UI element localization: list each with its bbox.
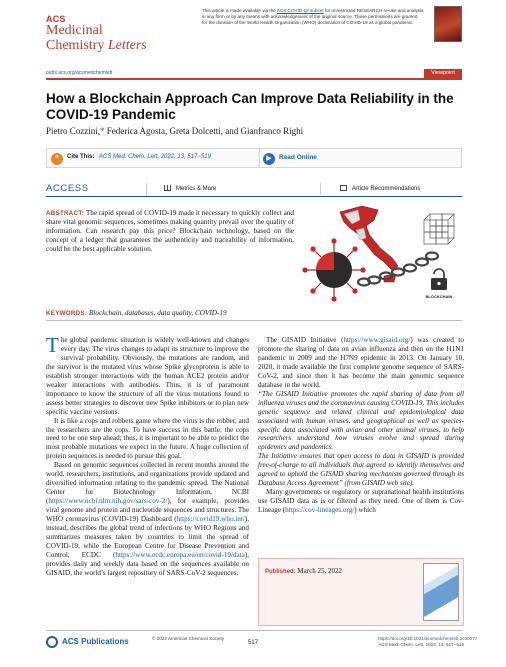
read-online-link[interactable]: Read Online — [279, 154, 317, 161]
access-rule — [46, 196, 462, 197]
footer-journal-ref: ACS Med. Chem. Lett. 2022, 13, 517−519 — [378, 641, 464, 647]
abstract — [46, 209, 294, 254]
acs-logo-icon — [46, 636, 58, 648]
cite-label: Cite This: — [67, 154, 95, 160]
publisher-name[interactable]: ACS Publications — [62, 637, 129, 646]
metrics-link[interactable]: Metrics & More — [164, 185, 216, 192]
cite-bar — [46, 148, 462, 168]
abstract-text: The rapid spread of COVID-19 made it necessary to quickly collect and share vital genomic sequences, sometimes making quantity prevail over the quality of information. Can research pay this price? Blockchain technology, based on the concept of a ledger that guarantees the authenticity and traceability of information, could be the best applicable solution. — [46, 209, 294, 253]
header-rule — [46, 78, 462, 80]
cite-reference-link[interactable]: ACS Med. Chem. Lett. 2022, 13, 517−519 — [99, 154, 211, 160]
keywords-rule — [46, 320, 462, 321]
journal-logo-medicinal: Medicinal — [46, 23, 103, 38]
article-title: How a Blockchain Approach Can Improve Data Reliability in the COVID-19 Pandemic — [46, 91, 454, 122]
keywords-text: Blockchain, databases, data quality, COVID-19 — [87, 309, 227, 317]
published-box — [258, 558, 464, 626]
metrics-icon — [164, 185, 171, 191]
quote-icon: “ — [51, 153, 63, 165]
toc-graphic — [300, 200, 466, 306]
padlock-icon — [431, 269, 447, 290]
journal-issue-cover[interactable] — [423, 563, 459, 621]
body-paragraph: Based on genomic sequences collected in recent months around the world, researchers, institutions, and organizations provide updated and diversified information relating to the pandemic spread. The National Center for Biotechnology Information, NCBI (https://www.ncbi.nlm.nih.gov/sars-cov-2/), for example, provides viral genome and protein and nucleotide sequences and structures. The WHO coronavirus (COVID-19) Dashboard (https://covid19.who.int/), instead, describes the global trend of infections by WHO Regions and summarizes measures taken by countries to limit the spread of COVID-19, while the European Centre for Disease Prevention and Control, ECDC (https://www.ecdc.europa.eu/en/covid-19/data), provides daily and weekly data based on the sequences available on GISAID, the world’s largest repository of SARS-CoV-2 sequences. — [46, 461, 249, 577]
covid-permission-notice: This article is made available via the ACS COVID-19 subset for unrestricted RESEARCH re-use and analysis in any form or by any means with acknowledgement of the original source. These permissions are granted for the duration of the World Health Organization (WHO) declaration of COVID-19 as a global pandemic. — [202, 8, 424, 25]
journal-logo-chemistry: Chemistry Letters — [46, 38, 147, 53]
journal-url[interactable]: pubs.acs.org/acsmedchemlett — [46, 70, 113, 76]
ecdc-link[interactable]: https://www.ecdc.europa.eu/en/covid-19/data — [115, 550, 245, 559]
covid-subset-link[interactable]: ACS COVID-19 subset — [276, 8, 324, 13]
access-row — [46, 183, 462, 197]
access-divider — [146, 183, 147, 195]
keywords-heading: KEYWORDS: — [46, 310, 88, 317]
virus-illustration — [302, 238, 365, 301]
document-icon — [340, 185, 347, 191]
who-dashboard-link[interactable]: https://covid19.who.int/ — [176, 515, 245, 524]
gisaid-link[interactable]: https://www.gisaid.org/ — [343, 336, 411, 344]
keywords — [46, 309, 227, 317]
read-online-icon: ▶ — [263, 153, 275, 165]
access-divider — [320, 183, 321, 195]
author-list: Pietro Cozzini,* Federica Agosta, Greta Dolcetti, and Gianfranco Righi — [46, 126, 304, 136]
body-paragraph: The GISAID Initiative (https://www.gisaid.org/) was created to promote the sharing of data on avian influenza and then on the H1N1 pandemic in 2009 and the H7N9 epidemic in 2013. On January 10, 2020, it made available the first complete genome sequence of SARS-CoV-2, and since then it has become the main genomic sequence database in the world. — [258, 336, 464, 389]
body-column-left — [46, 333, 249, 578]
corresponding-author-mark[interactable]: * — [100, 126, 105, 136]
gisaid-quote: The Initiative ensures that open access to data in GISAID is provided free-of-charge to all individuals that agreed to identify themselves and agreed to uphold the GISAID sharing mechanism governed through its Database Access Agreement” (from GISAID web site). — [258, 452, 464, 488]
page-number: 517 — [248, 640, 259, 646]
journal-cover-thumbnail — [434, 6, 462, 42]
gisaid-quote: “The GISAID Initiative promotes the rapid sharing of data from all influenza viruses and the coronavirus causing COVID-19. This includes genetic sequence and related clinical and epidemiological data associated with human viruses, and geographical as well as species-specific data associated with avian and other animal viruses, to help researchers understand how viruses evolve and spread during epidemics and pandemics. — [258, 389, 464, 452]
drop-cap: T — [46, 333, 59, 357]
doi-link[interactable]: https://doi.org/10.1021/acsmedchemlett.2c00077 — [378, 636, 478, 641]
body-paragraph: Many governments or regulatory or supranational health institutions use GISAID data as is or filtered as they need. One of them is Cov-Lineage (https://cov-lineages.org/) which — [258, 488, 464, 515]
journal-logo — [46, 14, 196, 53]
copyright: © 2022 American Chemical Society — [152, 636, 225, 641]
journal-logo-acs: ACS — [46, 14, 66, 24]
published-date: Published: March 25, 2022 — [265, 567, 342, 575]
blockchain-chain-illustration — [358, 253, 438, 286]
body-paragraph: It is like a cops and robbers game where the virus is the robber, and the researchers are the cops. To have success in this battle, the cops need to be one step ahead; thus, it is important to be able to predict the most probable mutations we expect in the future. A huge collection of protein sequences is needed to pursue this goal. — [46, 416, 249, 461]
data-cube-illustration — [424, 214, 454, 244]
footer-rule — [46, 630, 462, 631]
cov-lineages-link[interactable]: https://cov-lineages.org/ — [285, 506, 355, 515]
footer-doi — [378, 636, 478, 648]
abstract-heading: ABSTRACT: — [46, 210, 85, 217]
cite-divider — [259, 149, 260, 167]
body-paragraph: The global pandemic situation is widely well-known and changes every day. The virus changes to adapt its structure to improve the survival probability. Obviously, the mutations are random, and the survivor is the mutated virus whose Spike glycoprotein is able to establish stronger interactions with the human ACE2 protein and/or weaker interactions with antibodies. Thus, it is of paramount importance to know the structure of all the virus mutations found to assess better strategies to discover new Spike inhibitors or to plan new specific vaccine versions. — [46, 333, 249, 416]
section-badge: Viewpoint — [424, 69, 462, 78]
access-label: ACCESS — [46, 183, 89, 194]
ncbi-link[interactable]: https://www.ncbi.nlm.nih.gov/sars-cov-2/ — [48, 497, 168, 506]
body-column-right — [258, 336, 464, 515]
recommendations-link[interactable]: Article Recommendations — [340, 185, 420, 192]
blockchain-label: BLOCKCHAIN — [425, 294, 453, 299]
